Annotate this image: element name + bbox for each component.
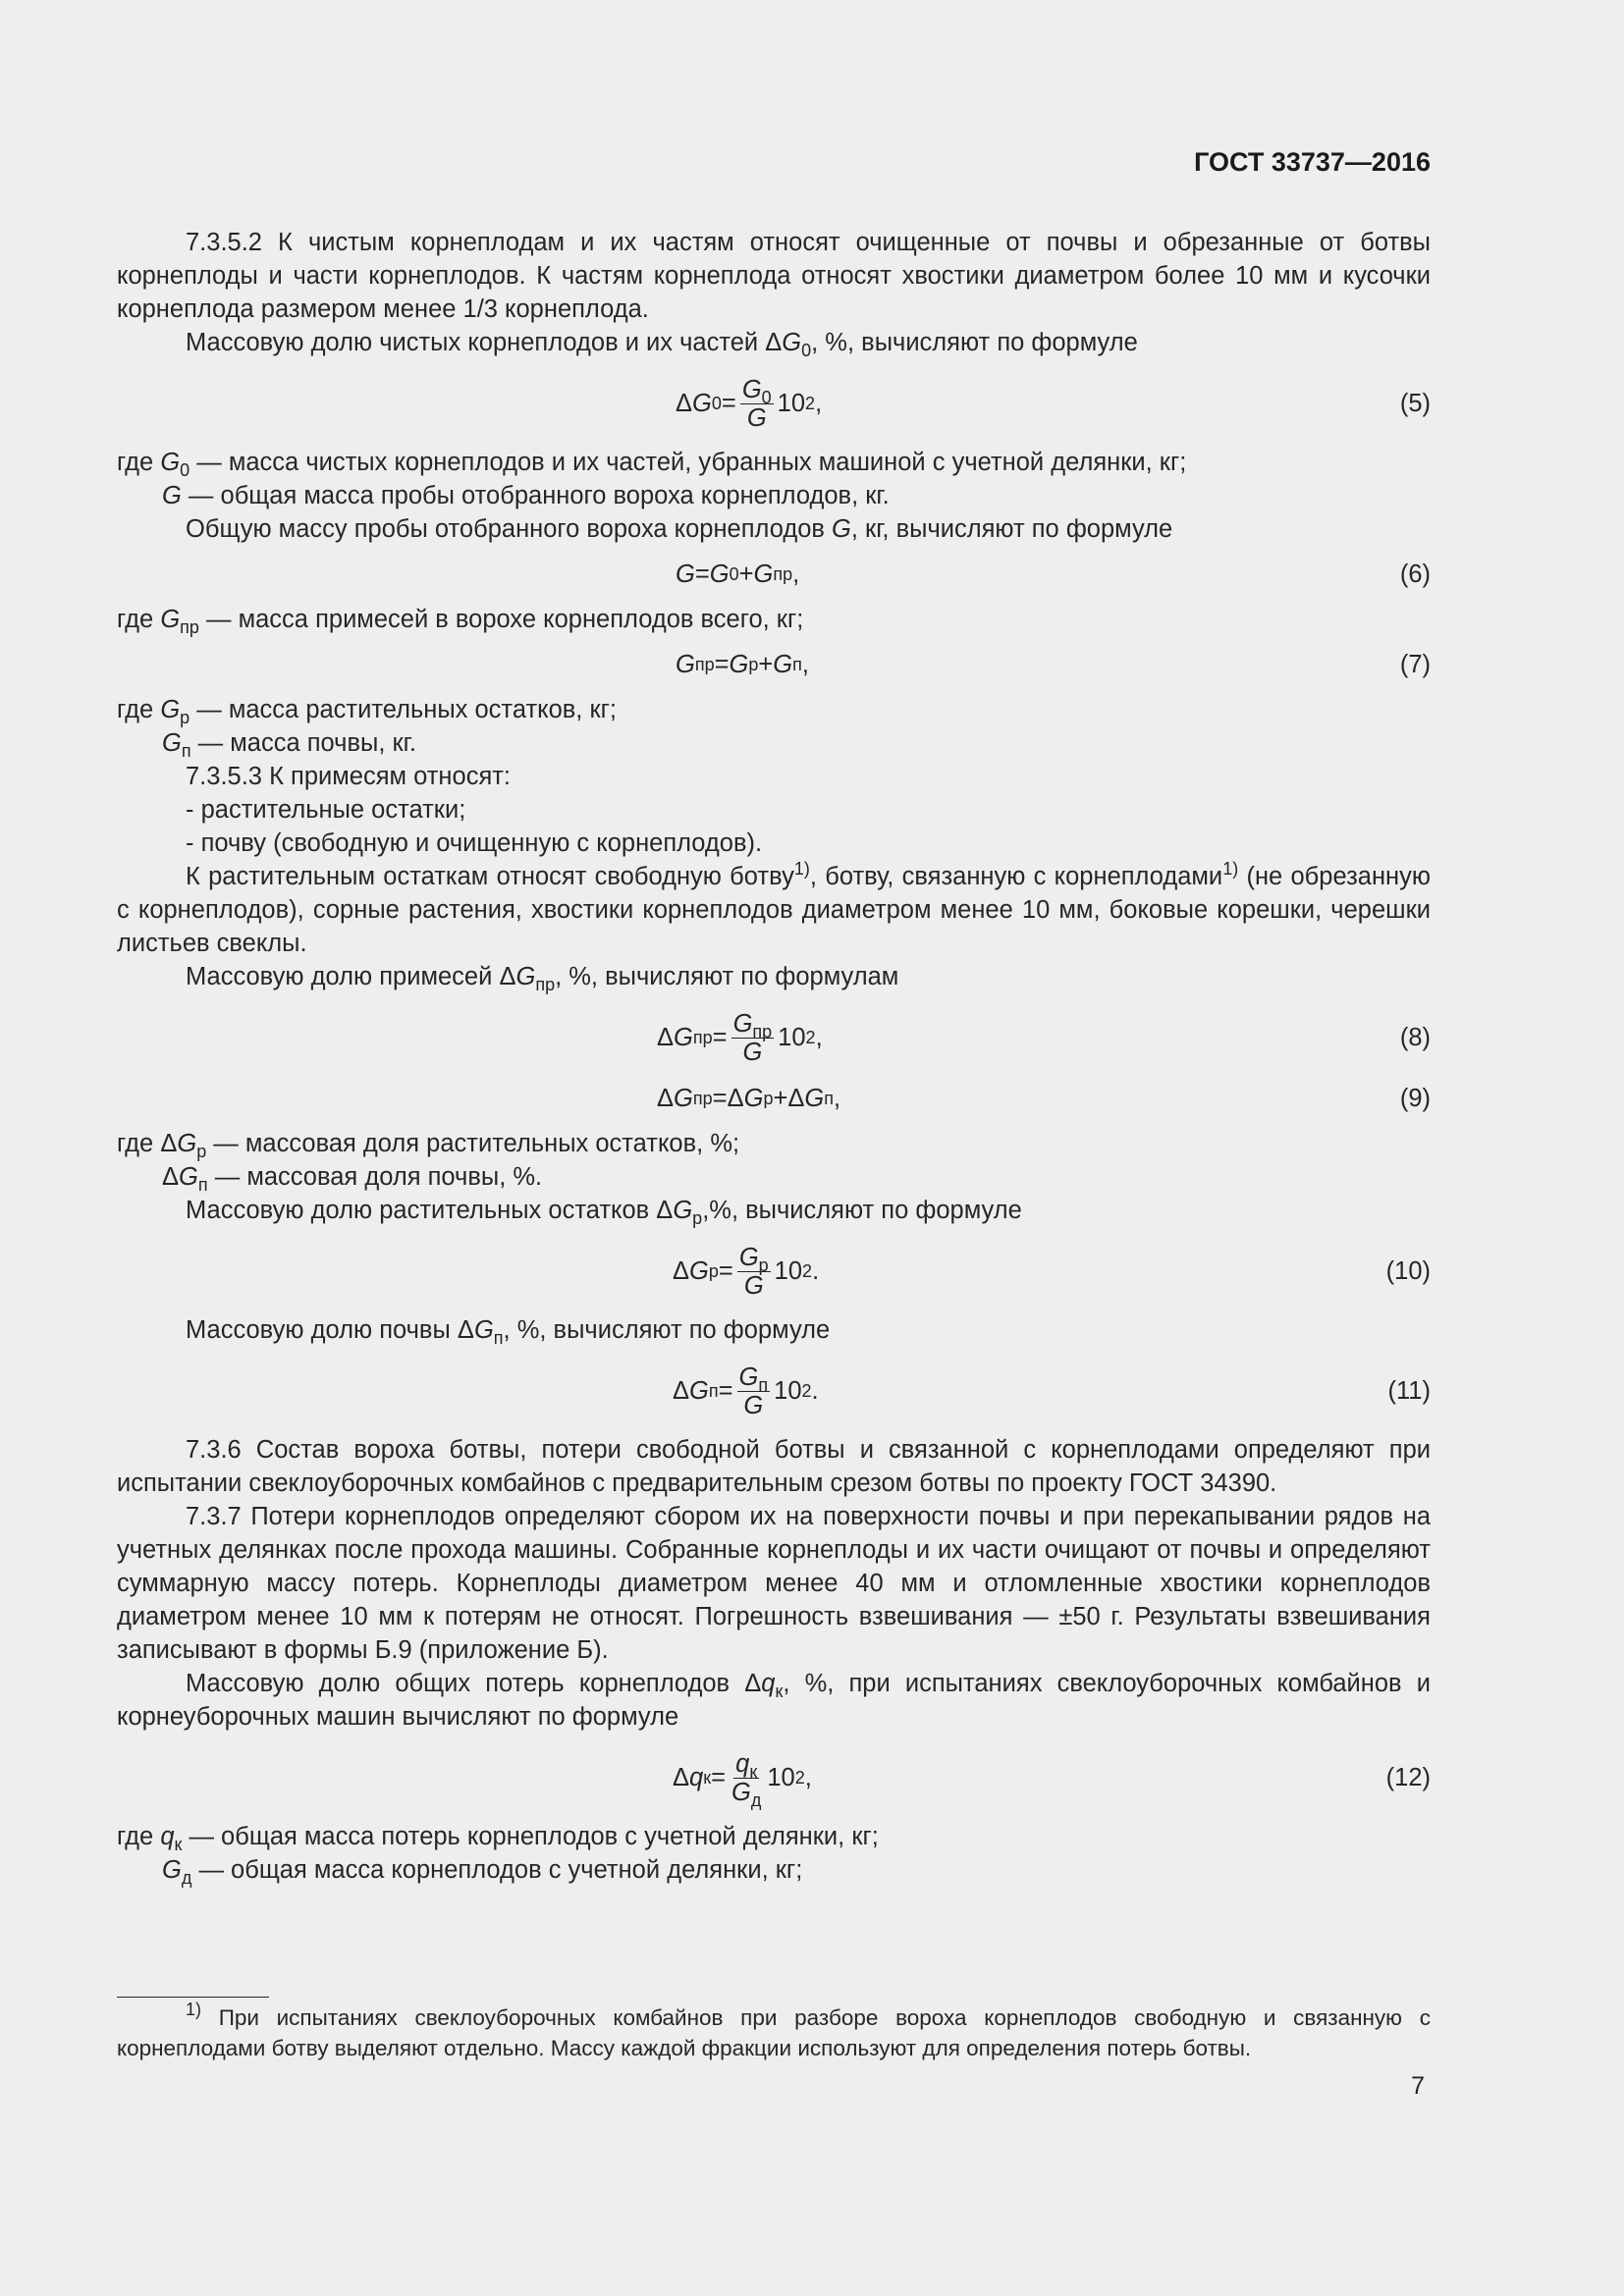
definition: где $G_0$ — масса чистых корнеплодов и их частей, убранных машиной с учетной делянки, кг; (117, 449, 1187, 480)
list-item: - растительные остатки; (186, 796, 466, 824)
paragraph-7-3-6: 7.3.6 Состав вороха ботвы, потери свободной ботвы и связанной с корнеплодами определяют при испытании свеклоуборочных комбайнов с предварительным срезом ботвы по проекту ГОСТ 34390. (117, 1436, 1431, 1497)
main-content (117, 226, 1431, 1887)
formula-number: (11) (1387, 1377, 1431, 1405)
paragraph: Массовую долю почвы $\Delta G_п$, %, вычисляют по формуле (186, 1316, 831, 1348)
paragraph: Массовую долю общих потерь корнеплодов $\Delta q_к$, %, при испытаниях свеклоуборочных комбайнов и корнеуборочных машин вычисляют по формуле (117, 1670, 1431, 1731)
formula-5: Δ G 0 = $\frac{G_0}{G}$ 10 2 , (5) (676, 375, 1431, 432)
formula-number: (6) (1399, 561, 1431, 588)
footnote-divider (117, 1997, 269, 1998)
formula-12: Δ q к = $\frac{q_к}{G_д}$ 10 2 , (12) (673, 1749, 1431, 1810)
footnote-mark: 1) (186, 2000, 202, 2019)
definition: где $\Delta G_р$ — массовая доля растительных остатков, %; (117, 1130, 740, 1161)
definition: G — общая масса пробы отобранного вороха корнеплодов, кг. (162, 482, 890, 509)
document-id: ГОСТ 33737—2016 (1194, 147, 1431, 177)
paragraph-7-3-7: 7.3.7 Потери корнеплодов определяют сбором их на поверхности почвы и при перекапывании рядов на учетных делянках после прохода машины. Собранные корнеплоды и их части очищают от почвы и определяют суммарную массу потерь. Корнеплоды диаметром менее 40 мм и отломленные хвостики корнеплодов диаметром менее 10 мм к потерям не относят. Погрешность взвешивания — ±50 г. Результаты взвешивания записывают в формы Б.9 (приложение Б). (117, 1503, 1431, 1664)
paragraph: Общую массу пробы отобранного вороха корнеплодов G, кг, вычисляют по формуле (186, 515, 1173, 543)
paragraph-7-3-5-3: 7.3.5.3 К примесям относят: (186, 763, 512, 790)
definition: где $G_р$ — масса растительных остатков, кг; (117, 696, 618, 727)
formula-number: (12) (1385, 1764, 1431, 1791)
formula-6: G = G 0 + G пр , (6) (117, 556, 1431, 593)
formula-number: (7) (1399, 651, 1431, 678)
definition: где $G_{пр}$ — масса примесей в ворохе корнеплодов всего, кг; (117, 606, 804, 637)
definition: $G_п$ — масса почвы, кг. (162, 729, 416, 761)
list-item: - почву (свободную и очищенную с корнеплодов). (186, 829, 763, 857)
fraction: $\frac{q_к}{G_д}$ (731, 1749, 762, 1810)
definition: $G_д$ — общая масса корнеплодов с учетной делянки, кг; (162, 1856, 803, 1888)
paragraph-7-3-5-2: 7.3.5.2 К чистым корнеплодам и их частям относят очищенные от почвы и обрезанные от ботвы корнеплоды и части корнеплодов. К частям корнеплода относят хвостики диаметром более 10 мм и кусочки корнеплода размером менее 1/3 корнеплода. (117, 229, 1431, 323)
footnote: $^{1)}$ При испытаниях свеклоуборочных комбайнов при разборе вороха корнеплодов свободную и связанную с корнеплодами ботву выделяют отдельно. Массу каждой фракции используют для определения потерь ботвы. (117, 2000, 1431, 2060)
formula-number: (9) (1399, 1085, 1431, 1112)
paragraph: Массовую долю чистых корнеплодов и их частей $\Delta G_0$, %, вычисляют по формуле (186, 329, 1138, 360)
paragraph: Массовую долю растительных остатков $\Delta G_р,\%$, вычисляют по формуле (186, 1197, 1022, 1228)
fraction: $\frac{G_п}{G}$ (738, 1362, 769, 1419)
formula-7: G пр = G р + G п , (7) (117, 646, 1431, 683)
footnote-ref: 1) (1222, 859, 1239, 879)
fraction: $\frac{G_0}{G}$ (741, 375, 772, 432)
formula-9: Δ G пр = Δ G р + Δ G п , (9) (117, 1080, 1431, 1117)
definition: где $q_к$ — общая масса потерь корнеплодов с учетной делянки, кг; (117, 1823, 879, 1854)
formula-number: (5) (1399, 390, 1431, 417)
formula-8: Δ G пр = $\frac{G_{пр}}{G}$ 10 2 , (8) (657, 1009, 1431, 1066)
fraction: $\frac{G_{пр}}{G}$ (732, 1009, 773, 1066)
formula-11: Δ G п = $\frac{G_п}{G}$ 10 2 . (11) (673, 1362, 1431, 1419)
fraction: $\frac{G_р}{G}$ (738, 1243, 769, 1300)
footnote-ref: 1) (793, 859, 810, 879)
page-number: 7 (1411, 2072, 1425, 2100)
formula-10: Δ G р = $\frac{G_р}{G}$ 10 2 . (10) (673, 1243, 1431, 1300)
formula-number: (10) (1385, 1257, 1431, 1285)
formula-number: (8) (1399, 1024, 1431, 1051)
paragraph: Массовую долю примесей $\Delta G_{пр}$, %, вычисляют по формулам (186, 963, 899, 994)
paragraph: К растительным остаткам относят свободную ботву$^{1)}$, ботву, связанную с корнеплодами$^{1)}$ (не обрезанную с корнеплодов), сорные растения, хвостики корнеплодов диаметром менее 10 мм, боковые корешки, черешки листьев свеклы. (117, 859, 1432, 957)
definition: $\Delta G_п$ — массовая доля почвы, %. (162, 1163, 543, 1195)
